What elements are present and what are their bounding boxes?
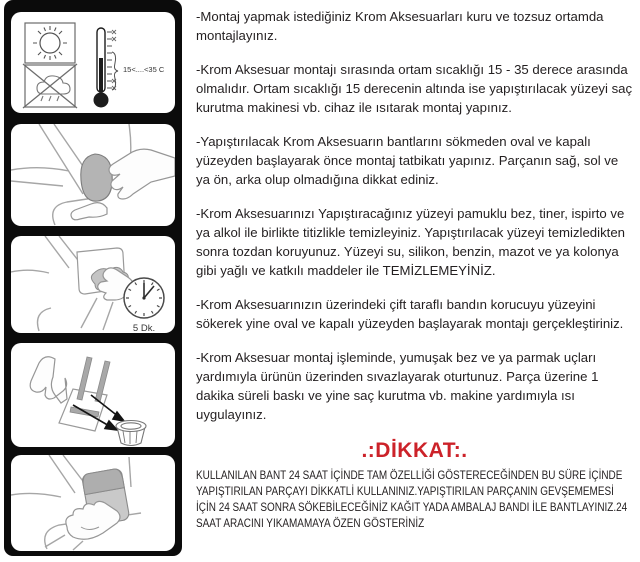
panel-temperature-conditions bbox=[11, 12, 175, 113]
panel-peel-tape bbox=[11, 343, 175, 447]
warning-body: KULLANILAN BANT 24 SAAT İÇİNDE TAM ÖZELLİĞİ GÖSTERECEĞİNDEN BU SÜRE İÇİNDE YAPIŞTIRILAN PARÇAYI DİKKATLİ KULLANINIZ.YAPIŞTIRILAN PARÇANIN GEVŞEMEMESİ İÇİN 24 SAAT SONRA SÖKEBİLECEĞİNİZ KAĞIT YADA AMBALAJ BANDI İLE BANTLAYINIZ.24 SAAT ARACINI YIKAMAMAYA ÖZEN GÖSTERİNİZ bbox=[196, 468, 628, 530]
illustration-strip bbox=[4, 0, 182, 556]
press-part-illustration bbox=[11, 455, 175, 551]
clean-surface-illustration bbox=[11, 236, 175, 333]
instruction-paragraph: -Yapıştırılacak Krom Aksesuarın bantlarını sökmeden oval ve kapalı yüzeyden başlayarak önce montaj tatbikatı yapınız. Parçanın sağ, sol ve ya ön, arka olup olmadığına dikkat ediniz. bbox=[196, 134, 619, 187]
instruction-paragraph: -Krom Aksesuar montajı sırasında ortam sıcaklığı 15 - 35 derece arasında olmalıdır. Ortam sıcaklığı 15 derecenin altında ise yapıştırılacak yüzeyi saç kurutma makinesi vb. cihaz ile ısıtarak montaj yapınız. bbox=[196, 62, 633, 115]
trash-icon bbox=[116, 421, 146, 446]
hand-icon bbox=[30, 357, 67, 403]
thermometer-icon bbox=[94, 28, 165, 108]
sun-icon bbox=[25, 23, 75, 63]
peel-tape-illustration bbox=[11, 343, 175, 447]
chrome-part bbox=[81, 154, 112, 201]
panel-dry-fit bbox=[11, 124, 175, 226]
instruction-text-column bbox=[196, 7, 633, 531]
panel-press-part bbox=[11, 455, 175, 551]
temperature-illustration bbox=[11, 12, 175, 113]
instruction-paragraph: -Krom Aksesuarınızın üzerindeki çift taraflı bandın korucuyu yüzeyini sökerek yine oval ve kapalı yüzeyden başlayarak montajı gerçekleştiriniz. bbox=[196, 297, 624, 331]
clock-icon bbox=[124, 278, 164, 333]
instruction-paragraph: -Krom Aksesuarınızı Yapıştıracağınız yüzeyi pamuklu bez, tiner, ispirto ve ya alkol ile birlikte titizlikle temizleyiniz. Yapıştırılacak yüzeyi temizledikten sonra tozdan koruyunuz. Yüzeyi su, silikon, benzin, mazot ve ya kolonya gibi yağlı ve katkılı maddeler ile TEMİZLEMEYİNİZ. bbox=[196, 206, 625, 278]
dry-fit-illustration bbox=[11, 124, 175, 226]
instruction-paragraph: -Krom Aksesuar montaj işleminde, yumuşak bez ve ya parmak uçları yardımıyla ürünün üzerinden sıvazlayarak oturtunuz. Parça üzerine 1 dakika süreli baskı ve yine saç kurutma vb. makine yardımıyla ısı uygulayınız. bbox=[196, 350, 599, 422]
hand-icon bbox=[109, 149, 175, 199]
instruction-paragraph: -Montaj yapmak istediğiniz Krom Aksesuarları kuru ve tozsuz ortamda montajlayınız. bbox=[196, 9, 604, 43]
duration-label: 5 Dk. bbox=[132, 323, 156, 333]
no-rain-icon bbox=[23, 64, 77, 108]
hand-icon bbox=[71, 203, 107, 220]
panel-clean-surface bbox=[11, 236, 175, 333]
hand-icon bbox=[66, 501, 120, 539]
temperature-range-label: 15<....<35 C bbox=[123, 65, 165, 74]
warning-title: .:DİKKAT:. bbox=[361, 439, 468, 462]
